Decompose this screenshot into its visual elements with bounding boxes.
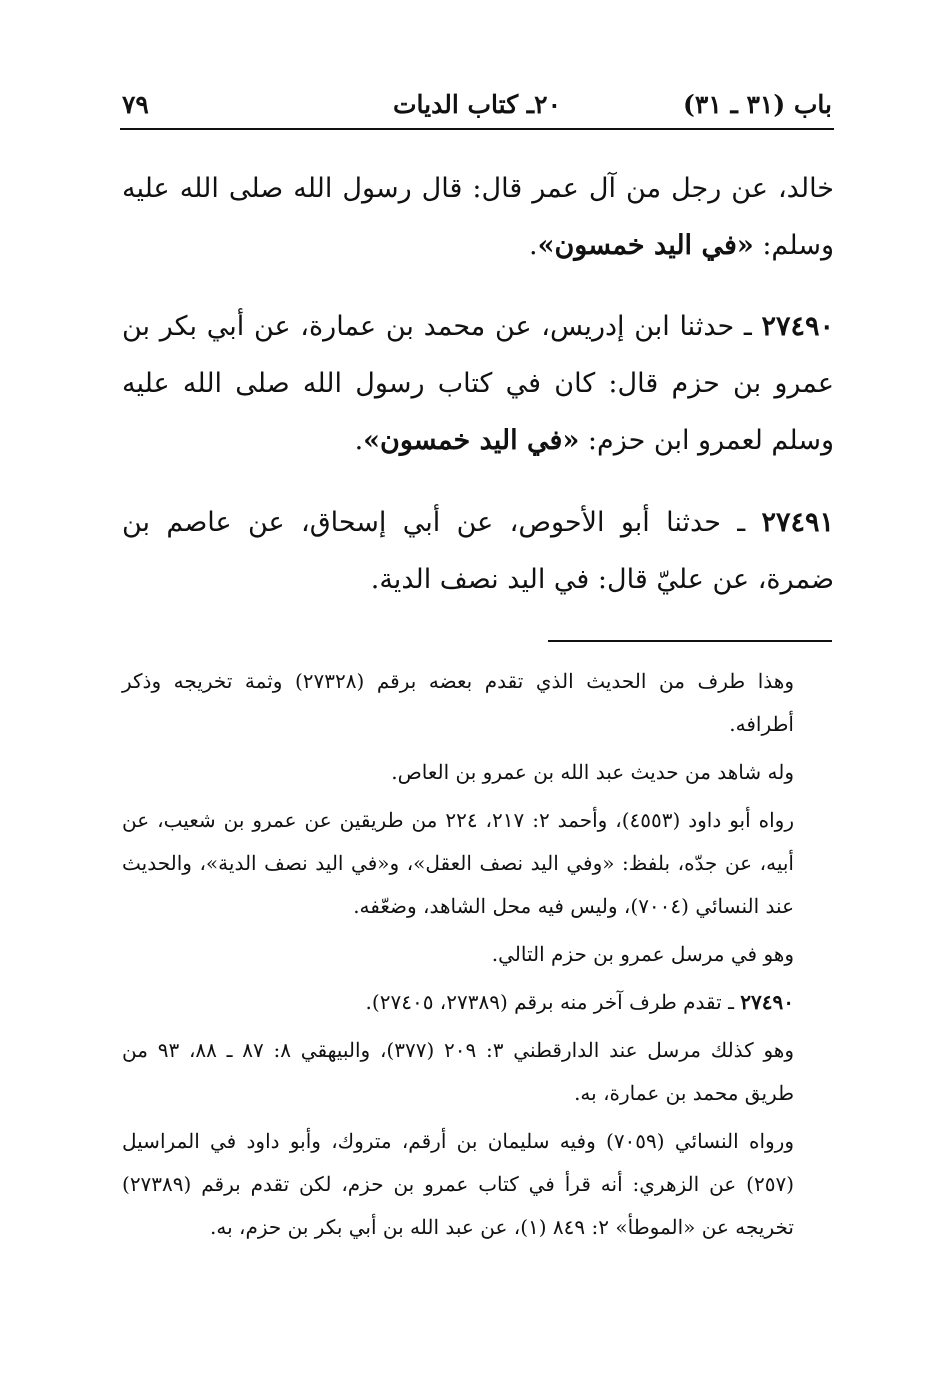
footnote-4: وهو في مرسل عمرو بن حزم التالي. — [491, 942, 794, 966]
footnote-3: رواه أبو داود (٤٥٥٣)، وأحمد ٢: ٢١٧، ٢٢٤ من طريقين عن عمرو بن شعيب، عن أبيه، عن جدّه، بلفظ: «وفي اليد نصف العقل»، و«في اليد نصف الدية»، والحديث عند النسائي (٧٠٠٤)، وليس فيه محل الشاهد، وضعّفه. — [122, 808, 794, 918]
hadith-number: ٢٧٤٩٠ — [761, 311, 834, 342]
page-number: ٧٩ — [122, 89, 149, 119]
hadith-27490 — [122, 298, 834, 469]
hadith-quote: «في اليد خمسون» — [537, 230, 754, 261]
footnote-divider — [548, 640, 832, 642]
footnote-6: وهو كذلك مرسل عند الدارقطني ٣: ٢٠٩ (٣٧٧)، والبيهقي ٨: ٨٧ ـ ٨٨، ٩٣ من طريق محمد بن عمارة، به. — [122, 1038, 794, 1105]
footnote-1: وهذا طرف من الحديث الذي تقدم بعضه برقم (٢٧٣٢٨) وثمة تخريجه وذكر أطرافه. — [122, 669, 794, 736]
paragraph-continuation — [122, 160, 834, 274]
footnotes — [122, 660, 834, 1249]
running-header — [122, 84, 832, 124]
book-title: ٢٠ـ كتاب الديات — [393, 89, 561, 119]
hadith-number: ٢٧٤٩١ — [761, 507, 835, 538]
footnote-number: ٢٧٤٩٠ — [740, 990, 794, 1014]
footnote-2: وله شاهد من حديث عبد الله بن عمرو بن العاص. — [391, 760, 794, 784]
header-divider — [120, 128, 834, 130]
paragraph-text: ـ حدثنا أبو الأحوص، عن أبي إسحاق، عن عاصم بن ضمرة، عن عليّ قال: في اليد نصف الدية. — [122, 507, 834, 595]
footnote-5 — [122, 981, 834, 1024]
footnote-text: ـ تقدم طرف آخر منه برقم (٢٧٣٨٩، ٢٧٤٠٥). — [365, 990, 741, 1014]
paragraph-text: خالد، عن رجل من آل عمر قال: قال رسول الله صلى الله عليه وسلم: — [122, 173, 834, 261]
section-title: باب (٣١ ـ ٣١) — [683, 89, 832, 119]
main-text — [122, 160, 834, 633]
paragraph-end: . — [354, 425, 364, 456]
paragraph-text: ـ حدثنا ابن إدريس، عن محمد بن عمارة، عن أبي بكر بن عمرو بن حزم قال: كان في كتاب رسول الله صلى الله عليه وسلم لعمرو ابن حزم: — [122, 311, 834, 456]
paragraph-end: . — [528, 230, 538, 261]
hadith-27491 — [122, 494, 834, 608]
footnote-7: ورواه النسائي (٧٠٥٩) وفيه سليمان بن أرقم، متروك، وأبو داود في المراسيل (٢٥٧) عن الزهري: أنه قرأ في كتاب عمرو بن حزم، لكن تقدم برقم (٢٧٣٨٩) تخريجه عن «الموطأ» ٢: ٨٤٩ (١)، عن عبد الله بن أبي بكر بن حزم، به. — [122, 1129, 794, 1239]
hadith-quote: «في اليد خمسون» — [363, 425, 580, 456]
